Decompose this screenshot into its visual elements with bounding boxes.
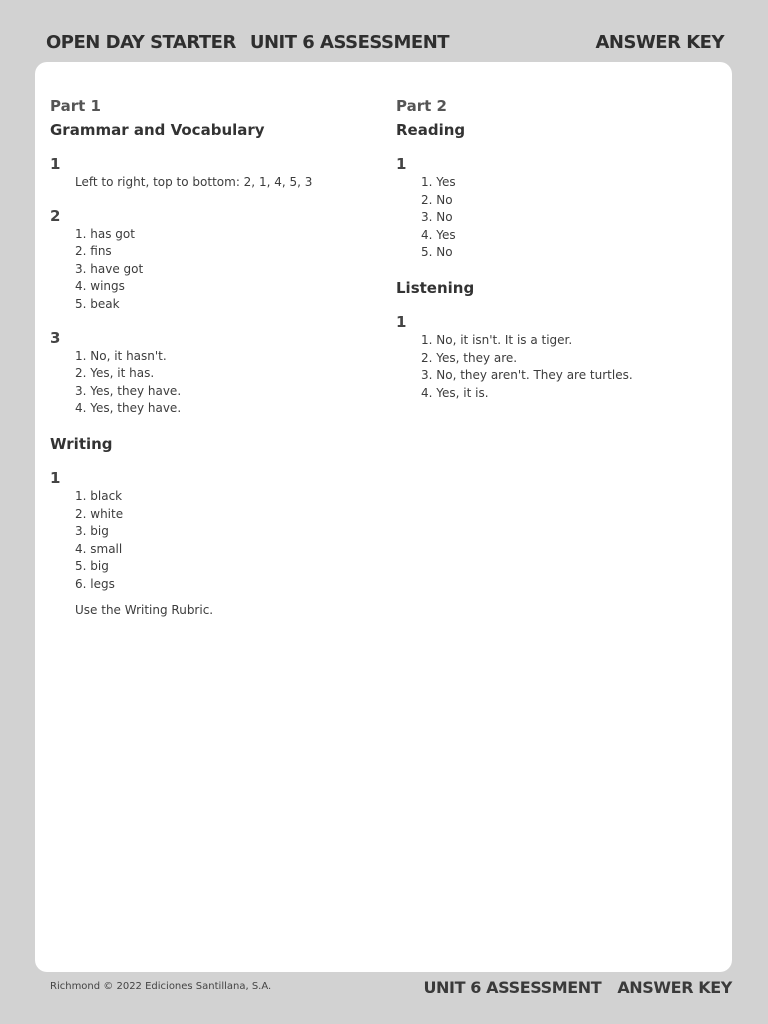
part-1-label: Part 1 bbox=[50, 97, 101, 115]
footer-answer-key: ANSWER KEY bbox=[617, 978, 732, 997]
page-header bbox=[46, 32, 724, 56]
writing-title: Writing bbox=[50, 434, 113, 453]
grammar-vocabulary-title: Grammar and Vocabulary bbox=[50, 121, 265, 139]
right-column bbox=[396, 96, 716, 402]
answer-item: 1. No, it hasn't. bbox=[75, 348, 167, 363]
listening-title: Listening bbox=[396, 278, 475, 297]
answer-item: 4. Yes bbox=[421, 227, 456, 242]
answer-key-title: ANSWER KEY bbox=[595, 32, 724, 53]
answer-item: 2. fins bbox=[75, 244, 112, 259]
answer-item: 4. Yes, it is. bbox=[421, 385, 489, 400]
question-number: 1 bbox=[396, 312, 407, 331]
question-number: 2 bbox=[50, 206, 61, 225]
left-column bbox=[50, 96, 380, 619]
answer-list bbox=[396, 174, 716, 262]
answer-item: 4. small bbox=[75, 541, 123, 556]
book-title: OPEN DAY STARTER bbox=[46, 32, 236, 53]
answer-list bbox=[50, 226, 380, 314]
question-number: 1 bbox=[396, 155, 407, 173]
answer-item: 2. No bbox=[421, 192, 453, 207]
answer-item: 5. big bbox=[75, 559, 109, 574]
answer-item: 1. has got bbox=[75, 226, 135, 241]
answer-list bbox=[50, 488, 380, 594]
answer-item: 1. Yes bbox=[421, 175, 456, 189]
copyright-text: Richmond © 2022 Ediciones Santillana, S.A. bbox=[50, 981, 272, 992]
answer-item: 3. No bbox=[421, 210, 453, 225]
answer-list bbox=[396, 332, 716, 402]
answer-item: 4. Yes, they have. bbox=[75, 401, 182, 416]
answer-list bbox=[50, 174, 380, 192]
question-number: 1 bbox=[50, 468, 61, 487]
answer-key-card bbox=[35, 62, 732, 972]
unit-title: UNIT 6 ASSESSMENT bbox=[249, 32, 450, 53]
answer-list bbox=[50, 348, 380, 418]
answer-item: 3. big bbox=[75, 524, 109, 539]
part-2-label: Part 2 bbox=[396, 97, 447, 115]
question-number: 1 bbox=[50, 155, 61, 173]
writing-rubric-note: Use the Writing Rubric. bbox=[75, 602, 214, 617]
answer-item: 3. have got bbox=[75, 261, 144, 276]
answer-item: 2. Yes, it has. bbox=[75, 366, 155, 381]
answer-item: 3. Yes, they have. bbox=[75, 383, 182, 398]
answer-item: 3. No, they aren't. They are turtles. bbox=[421, 368, 633, 383]
answer-item: 1. No, it isn't. It is a tiger. bbox=[421, 332, 573, 347]
question-number: 3 bbox=[50, 328, 61, 347]
answer-item: 1. black bbox=[75, 488, 123, 503]
answer-item: 2. Yes, they are. bbox=[421, 350, 518, 365]
answer-item: Left to right, top to bottom: 2, 1, 4, 5, 3 bbox=[75, 175, 313, 189]
footer-unit: UNIT 6 ASSESSMENT bbox=[423, 978, 602, 997]
answer-item: 2. white bbox=[75, 506, 124, 521]
answer-item: 6. legs bbox=[75, 576, 115, 591]
answer-item: 5. No bbox=[421, 245, 453, 260]
answer-item: 5. beak bbox=[75, 296, 120, 311]
reading-title: Reading bbox=[396, 121, 466, 139]
answer-item: 4. wings bbox=[75, 279, 125, 294]
footer-title bbox=[423, 978, 732, 997]
header-title-group bbox=[46, 32, 449, 53]
